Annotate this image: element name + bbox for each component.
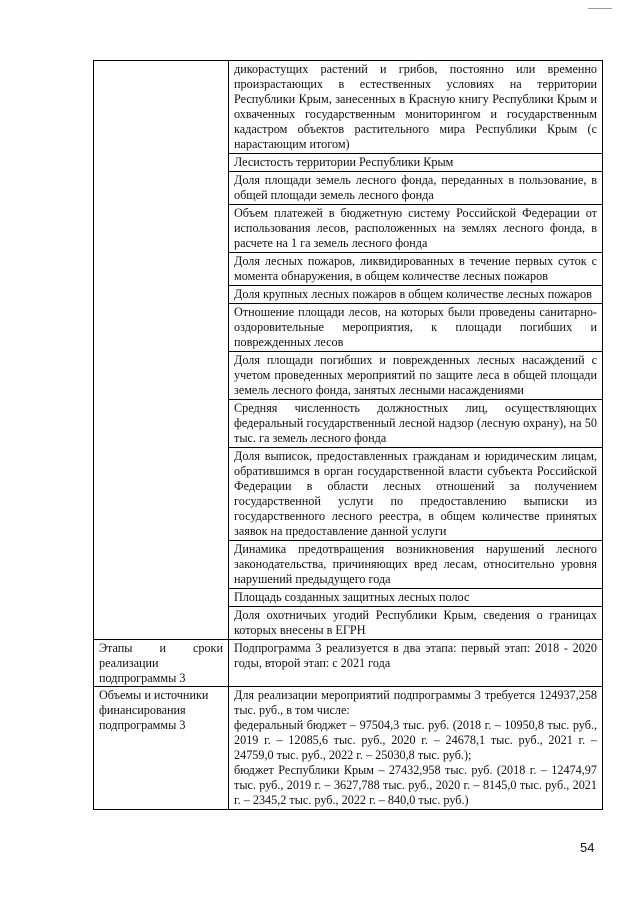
list-item: Доля охотничьих угодий Республики Крым, сведения о границах которых внесены в ЕГРН <box>234 608 597 637</box>
list-item: Доля выписок, предоставленных гражданам и юридическим лицам, обратившимся в орган государственной власти субъекта Российской Федерации в области лесных отношений за получением государственной услуги по предоставлению выписки из государственного лесного реестра, в общем количестве принятых заявок на предоставление данной услуги <box>229 448 602 541</box>
funding-label: Объемы и источники финансирования подпрограммы 3 <box>99 688 209 732</box>
table-row-stages <box>94 640 603 687</box>
table-row-funding <box>94 687 603 810</box>
funding-regional: бюджет Республики Крым – 27432,958 тыс. руб. (2018 г. – 12474,97 тыс. руб., 2019 г. – 3627,788 тыс. руб., 2020 г. – 8145,0 тыс. руб., 2021 г. – 2345,2 тыс. руб., 2022 г. – 840,0 тыс. руб.) <box>234 763 597 807</box>
passport-table <box>93 60 603 810</box>
stages-text-cell <box>229 640 603 687</box>
list-item: Площадь созданных защитных лесных полос <box>229 589 602 607</box>
list-item: Доля площади земель лесного фонда, переданных в пользование, в общей площади земель лесного фонда <box>229 172 602 205</box>
header-rule <box>588 8 612 9</box>
stages-text: Подпрограмма 3 реализуется в два этапа: первый этап: 2018 - 2020 годы, второй этап: с 2021 года <box>234 641 597 670</box>
list-item: Доля лесных пожаров, ликвидированных в течение первых суток с момента обнаружения, в общем количестве лесных пожаров <box>229 253 602 286</box>
list-item: Отношение площади лесов, на которых были проведены санитарно-оздоровительные мероприятия, к площади погибших и поврежденных лесов <box>229 304 602 352</box>
list-item: дикорастущих растений и грибов, постоянно или временно произрастающих в естественных условиях на территории Республики Крым, занесенных в Красную книгу Республики Крым и охваченных государственным мониторингом и государственным кадастром объектов растительного мира Республики Крым (с нарастающим итогом) <box>229 61 602 154</box>
list-item: Доля площади погибших и поврежденных лесных насаждений с учетом проведенных мероприятий по защите леса в общей площади земель лесного фонда, занятых лесными насаждениями <box>229 352 602 400</box>
list-item: Объем платежей в бюджетную систему Российской Федерации от использования лесов, расположенных на землях лесного фонда, в расчете на 1 га земель лесного фонда <box>229 205 602 253</box>
indicators-list <box>229 61 603 640</box>
funding-label-cell <box>94 687 229 810</box>
stages-label-cell <box>94 640 229 687</box>
list-item: Средняя численность должностных лиц, осуществляющих федеральный государственный лесной надзор (лесную охрану), на 50 тыс. га земель лесного фонда <box>229 400 602 448</box>
page-number: 54 <box>580 840 595 855</box>
table-row-indicators <box>94 61 603 640</box>
list-item: Лесистость территории Республики Крым <box>229 154 602 172</box>
table-cell-left-empty <box>94 61 229 640</box>
list-item: Доля крупных лесных пожаров в общем количестве лесных пожаров <box>229 286 602 304</box>
stages-label: Этапы и сроки реализации подпрограммы 3 <box>99 641 223 685</box>
funding-text-cell <box>229 687 603 810</box>
funding-intro: Для реализации мероприятий подпрограммы 3 требуется 124937,258 тыс. руб., в том числе: <box>234 688 597 717</box>
list-item: Динамика предотвращения возникновения нарушений лесного законодательства, причиняющих вред лесам, относительно уровня нарушений предыдущего года <box>229 541 602 589</box>
funding-federal: федеральный бюджет – 97504,3 тыс. руб. (2018 г. – 10950,8 тыс. руб., 2019 г. – 12085,6 тыс. руб., 2020 г. – 24678,1 тыс. руб., 2021 г. – 24759,0 тыс. руб., 2022 г. – 25030,8 тыс. руб.); <box>234 718 597 762</box>
funding-details <box>229 687 602 809</box>
